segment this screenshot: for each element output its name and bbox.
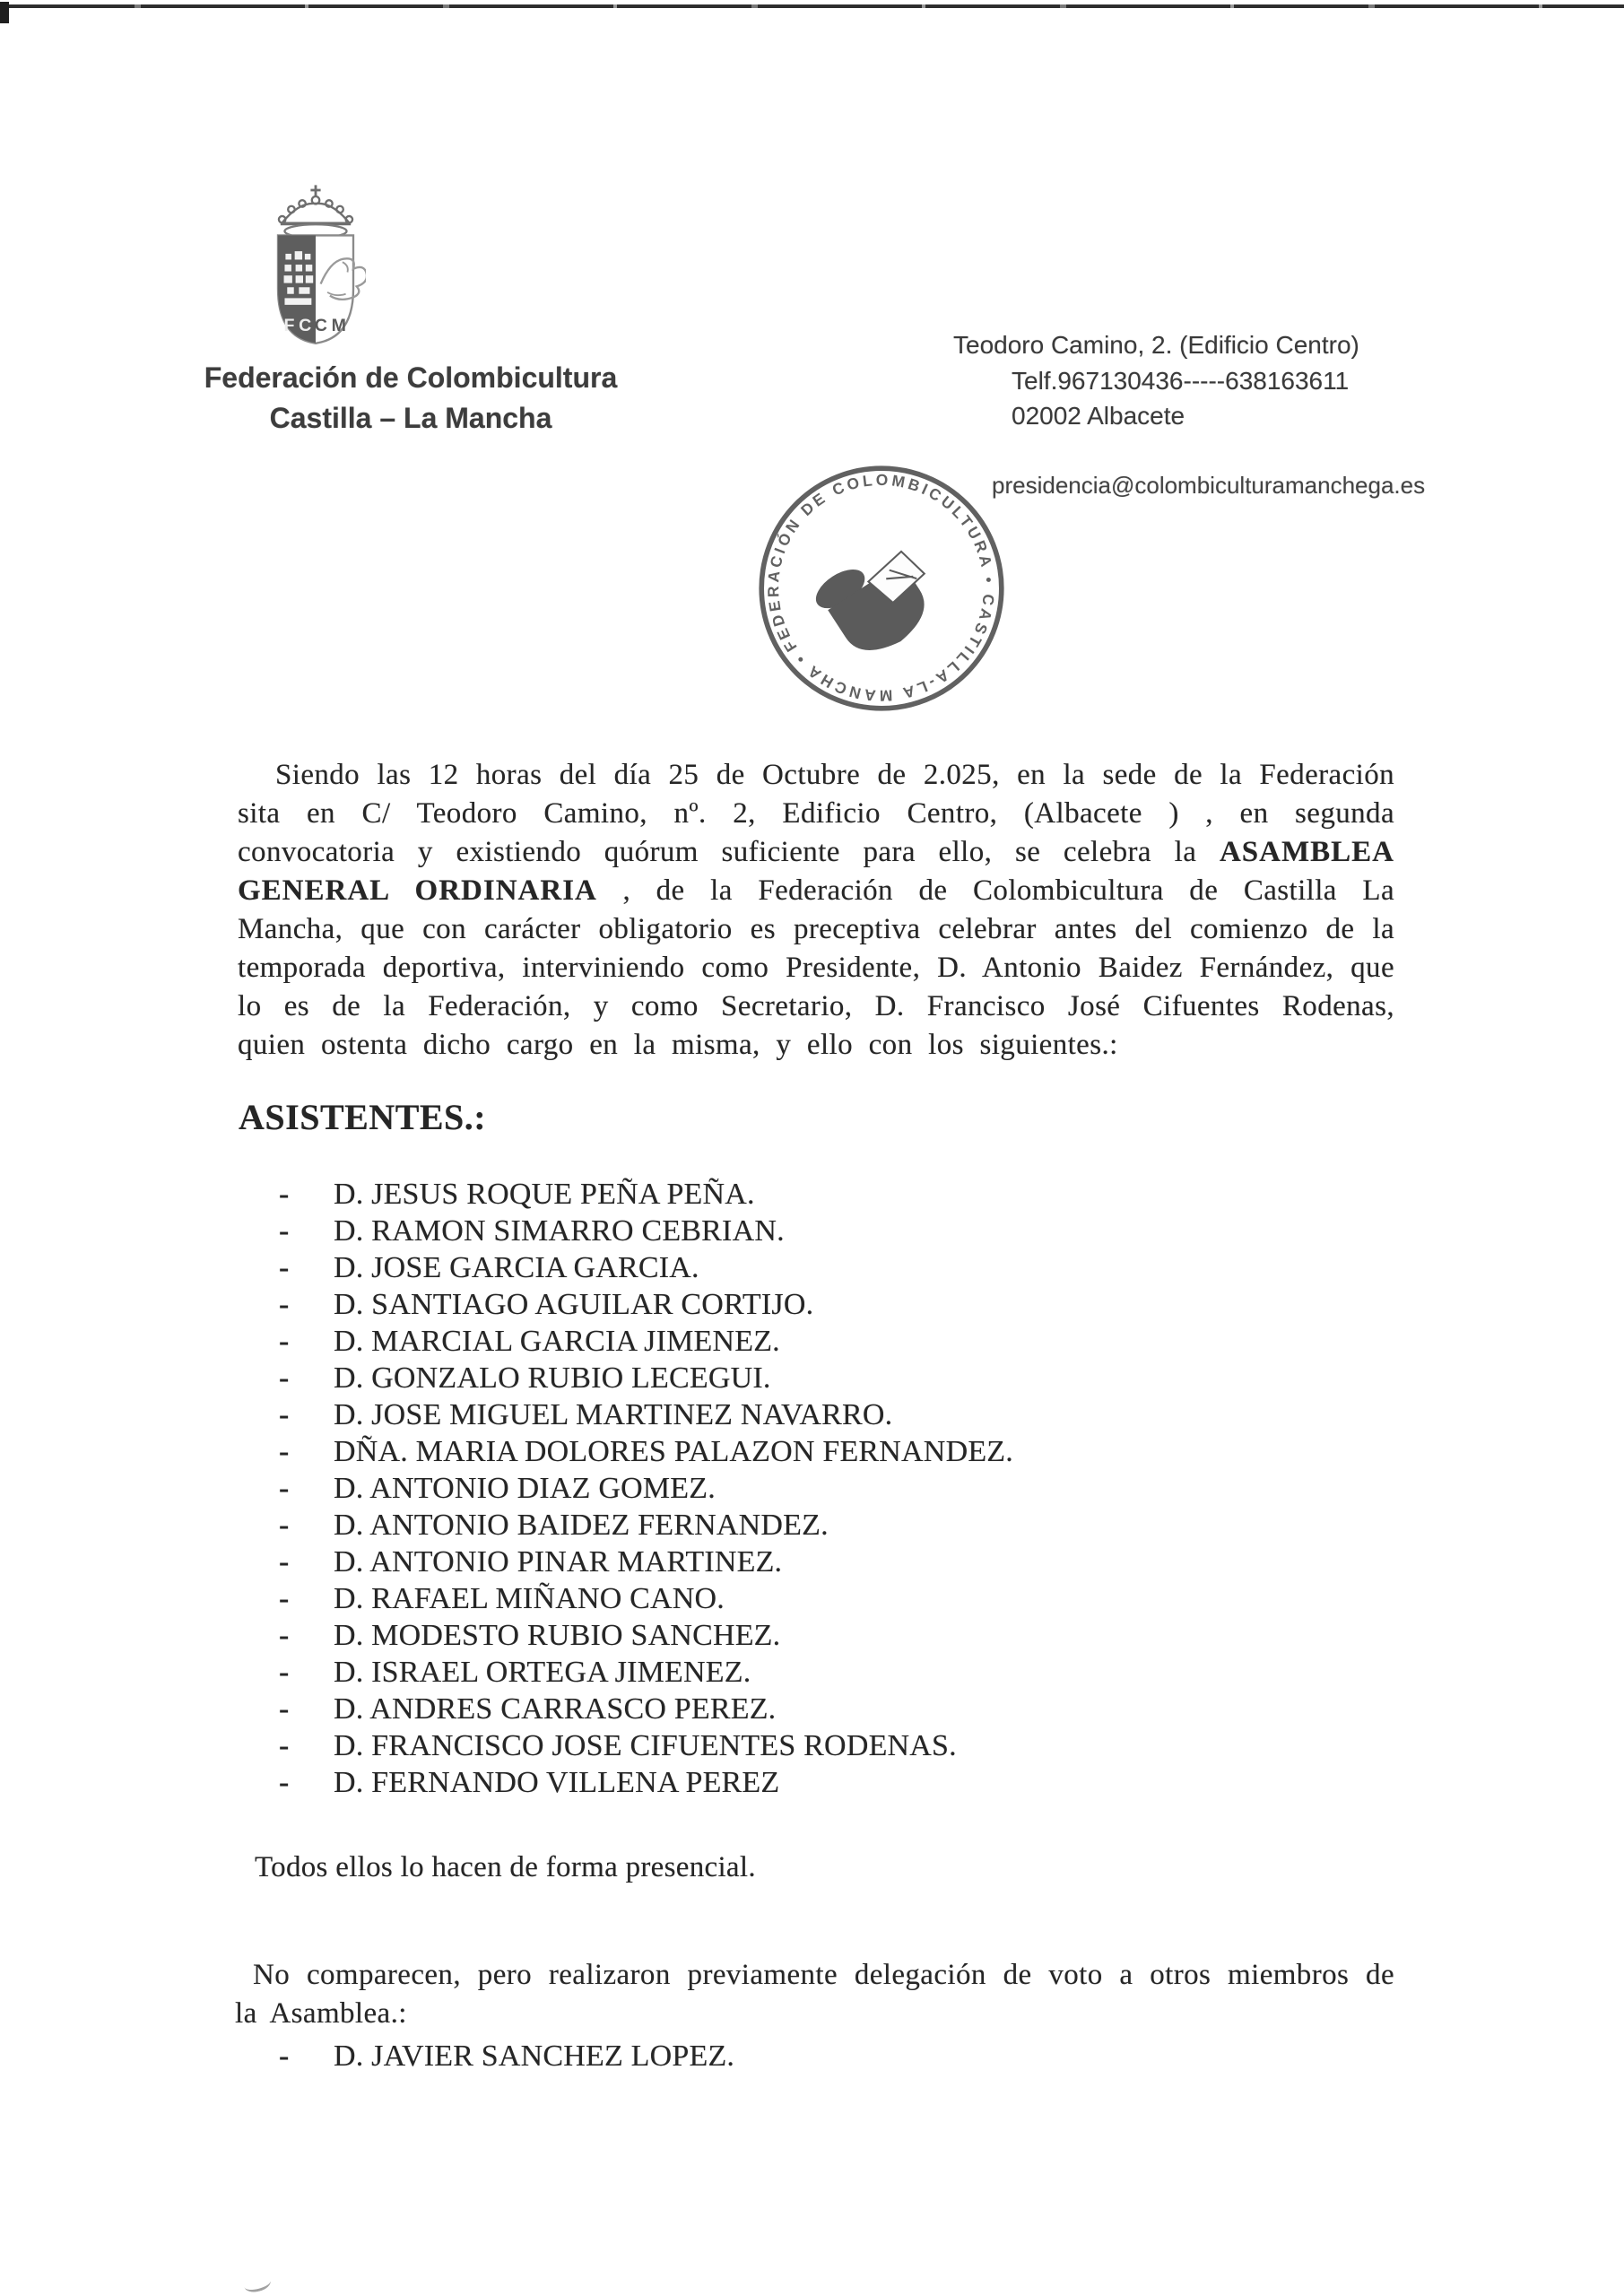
address-city: 02002 Albacete xyxy=(1012,402,1185,430)
person-name: D. GONZALO RUBIO LECEGUI. xyxy=(334,1361,771,1395)
person-name: DÑA. MARIA DOLORES PALAZON FERNANDEZ. xyxy=(334,1435,1013,1468)
person-name: D. JESUS ROQUE PEÑA PEÑA. xyxy=(334,1178,755,1211)
attendees-list xyxy=(279,1178,1013,1803)
logo-acronym-left: FC xyxy=(283,315,316,335)
person-name: D. RAMON SIMARRO CEBRIAN. xyxy=(334,1214,785,1248)
list-item xyxy=(279,1361,1013,1398)
email-address: presidencia@colombiculturamanchega.es xyxy=(992,472,1426,499)
list-item xyxy=(279,1398,1013,1435)
list-item xyxy=(279,2039,734,2076)
list-item xyxy=(279,1288,1013,1325)
stamp-emblem-icon xyxy=(809,534,948,668)
intro-text-segment: , de la Federación de Colombicultura de Castilla La Mancha, que con carácter obligatorio es preceptiva celebrar antes del comienzo de la temporada deportiva, interviniendo como Presidente, D. Antonio Baidez Fernández, que lo es de la Federación, y como Secretario, D. Francisco José Cifuentes Rodenas, quien ostenta dicho cargo en la misma, y ello con los siguientes.: xyxy=(238,874,1395,1061)
list-dash: - xyxy=(279,1582,290,1615)
list-item xyxy=(279,1766,1013,1803)
address-phone: Telf.967130436-----638163611 xyxy=(1012,367,1350,395)
person-name: D. SANTIAGO AGUILAR CORTIJO. xyxy=(334,1288,814,1321)
list-item xyxy=(279,1214,1013,1251)
stamp-arc-text: FEDERACIÓN DE COLOMBICULTURA • CASTILLA-LA MANCHA • xyxy=(763,470,998,705)
federation-stamp xyxy=(753,460,1010,717)
fccm-crest-logo xyxy=(265,179,366,352)
list-dash: - xyxy=(279,1178,290,1211)
list-item xyxy=(279,1656,1013,1692)
person-name: D. ANTONIO DIAZ GOMEZ. xyxy=(334,1472,716,1505)
list-dash: - xyxy=(279,1435,290,1468)
list-item xyxy=(279,1325,1013,1361)
intro-bold-phrase: ASAMBLEA GENERAL ORDINARIA xyxy=(238,836,1394,907)
list-item xyxy=(279,1435,1013,1472)
person-name: D. MARCIAL GARCIA JIMENEZ. xyxy=(334,1325,780,1358)
list-item xyxy=(279,1619,1013,1656)
list-dash: - xyxy=(279,1656,290,1689)
scan-smudge-artifact xyxy=(242,2274,272,2295)
presence-note: Todos ellos lo hacen de forma presencial. xyxy=(255,1851,756,1883)
intro-paragraph xyxy=(238,756,1394,1065)
list-item xyxy=(279,1509,1013,1545)
list-item xyxy=(279,1545,1013,1582)
list-dash: - xyxy=(279,1472,290,1505)
scan-corner-artifact xyxy=(0,2,9,23)
intro-text-segment: Siendo las 12 horas del día 25 de Octubre de 2.025, en la sede de la Federación sita en C/ Teodoro Camino, nº. 2, Edificio Centro, (Albacete ) , en segunda convocatoria y existiendo quórum suficiente para ello, se celebra la xyxy=(238,759,1394,868)
list-dash: - xyxy=(279,1325,290,1358)
list-dash: - xyxy=(279,1545,290,1578)
person-name: D. JOSE MIGUEL MARTINEZ NAVARRO. xyxy=(334,1398,893,1431)
person-name: D. RAFAEL MIÑANO CANO. xyxy=(334,1582,725,1615)
address-street: Teodoro Camino, 2. (Edificio Centro) xyxy=(953,331,1359,359)
list-dash: - xyxy=(279,1251,290,1284)
list-dash: - xyxy=(279,1214,290,1248)
delegation-paragraph: No comparecen, pero realizaron previamente delegación de voto a otros miembros de la Asamblea.: xyxy=(235,1959,1394,2030)
person-name: D. FRANCISCO JOSE CIFUENTES RODENAS. xyxy=(334,1729,957,1762)
person-name: D. FERNANDO VILLENA PEREZ xyxy=(334,1766,780,1799)
delegated-list xyxy=(279,2039,734,2076)
organization-name-line1: Federación de Colombicultura xyxy=(204,361,618,394)
person-name: D. JAVIER SANCHEZ LOPEZ. xyxy=(334,2039,735,2073)
person-name: D. ANTONIO PINAR MARTINEZ. xyxy=(334,1545,783,1578)
list-dash: - xyxy=(279,1288,290,1321)
list-item xyxy=(279,1582,1013,1619)
crown-icon xyxy=(279,185,352,238)
person-name: D. JOSE GARCIA GARCIA. xyxy=(334,1251,699,1284)
list-dash: - xyxy=(279,1619,290,1652)
shield-icon xyxy=(278,235,366,343)
logo-acronym-right: CM xyxy=(314,315,351,335)
person-name: D. ANTONIO BAIDEZ FERNANDEZ. xyxy=(334,1509,829,1542)
list-dash: - xyxy=(279,1509,290,1542)
person-name: D. ANDRES CARRASCO PEREZ. xyxy=(334,1692,777,1726)
list-item xyxy=(279,1472,1013,1509)
list-dash: - xyxy=(279,1361,290,1395)
person-name: D. ISRAEL ORTEGA JIMENEZ. xyxy=(334,1656,751,1689)
list-dash: - xyxy=(279,1398,290,1431)
attendees-heading: ASISTENTES.: xyxy=(239,1097,487,1137)
list-item xyxy=(279,1178,1013,1214)
list-dash: - xyxy=(279,1766,290,1799)
list-item xyxy=(279,1692,1013,1729)
list-dash: - xyxy=(279,1729,290,1762)
list-dash: - xyxy=(279,1692,290,1726)
organization-name xyxy=(178,358,644,439)
organization-name-line2: Castilla – La Mancha xyxy=(269,402,552,434)
list-item xyxy=(279,1251,1013,1288)
list-dash: - xyxy=(279,2039,290,2073)
list-item xyxy=(279,1729,1013,1766)
person-name: D. MODESTO RUBIO SANCHEZ. xyxy=(334,1619,781,1652)
scan-edge-artifact xyxy=(0,4,1624,8)
